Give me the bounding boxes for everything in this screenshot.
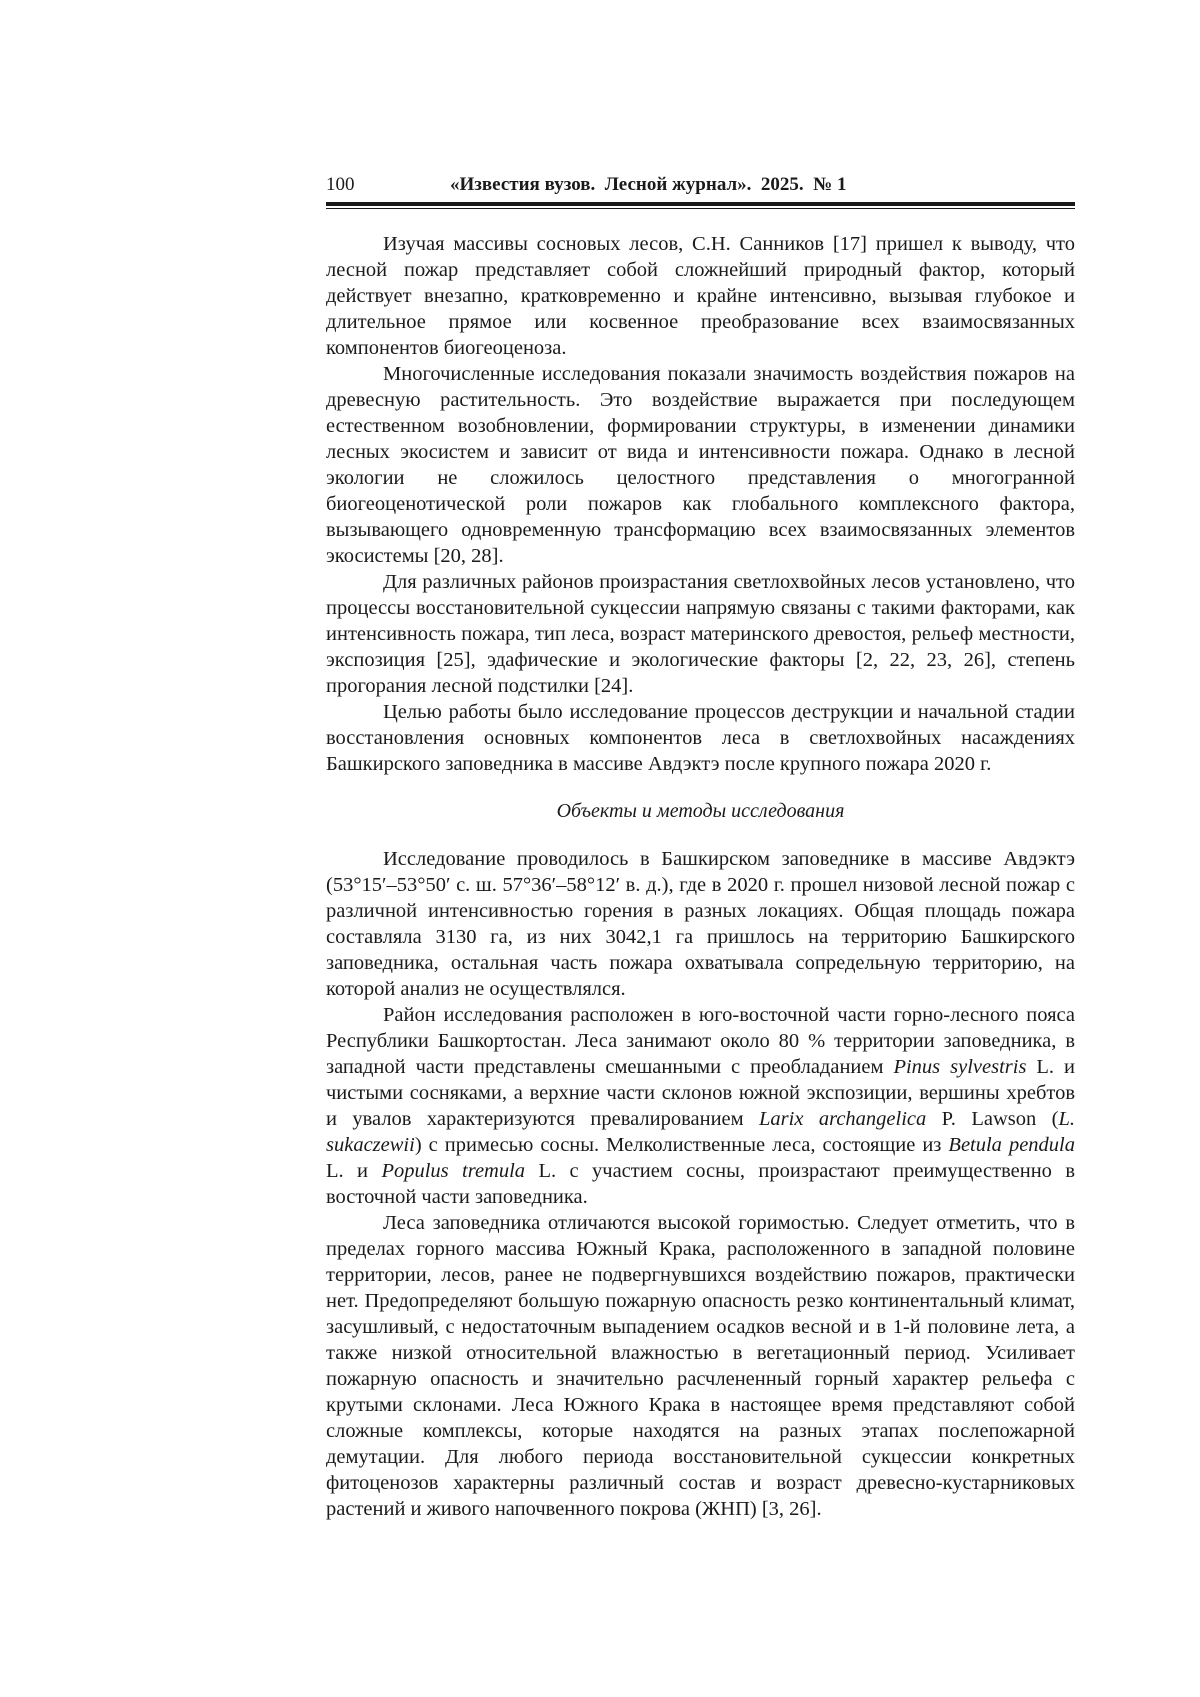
paragraph: Исследование проводилось в Башкирском заповеднике в массиве Авдэктэ (53°15′–53°50′ с. ш. 57°36′–58°12′ в. д.), где в 2020 г. прошел низовой лесной пожар с различной интенсивностью горения в разных локациях. Общая площадь пожара составляла 3130 га, из них 3042,1 га пришлось на территорию Башкирского заповедника, остальная часть пожара охватывала сопредельную территорию, на которой анализ не осуществлялся.: [326, 846, 1075, 1002]
text-run: P. Lawson (: [926, 1108, 1058, 1130]
section-heading: Объекты и методы исследования: [326, 798, 1075, 824]
paragraph: Многочисленные исследования показали значимость воздействия пожаров на древесную растительность. Это воздействие выражается при последующем естественном возобновлении, формировании структуры, в изменении динамики лесных экосистем и зависит от вида и интенсивности пожара. Однако в лесной экологии не сложилось целостного представления о многогранной биогеоценотической роли пожаров как глобального комплексного фактора, вызывающего одновременную трансформацию всех взаимосвязанных элементов экосистемы [20, 28].: [326, 361, 1075, 569]
text-run: L. с участием сосны, произрастают преимущественно в восточной части заповедника.: [326, 1160, 1075, 1208]
species-name: Pinus sylvestris: [893, 1056, 1026, 1078]
paragraph-with-species: [326, 1002, 1075, 1210]
species-name: L. sukaczewii: [326, 1108, 1075, 1156]
header-rule: [326, 202, 1075, 209]
text-run: Район исследования расположен в юго-восточной части горно-лесного пояса Республики Башкортостан. Леса занимают около 80 % территории заповедника, в западной части представлены смешанными с преобладанием: [326, 1004, 1075, 1078]
page-number: 100: [326, 174, 355, 196]
journal-title: «Известия вузов. Лесной журнал». 2025. № 1: [450, 174, 847, 196]
text-run: L. и чистыми сосняками, а верхние части склонов южной экспозиции, вершины хребтов и увалов характеризуются превалированием: [326, 1056, 1075, 1130]
paragraph: Леса заповедника отличаются высокой горимостью. Следует отметить, что в пределах горного массива Южный Крака, расположенного в западной половине территории, лесов, ранее не подвергнувшихся воздействию пожаров, практически нет. Предопределяют большую пожарную опасность резко континентальный климат, засушливый, с недостаточным выпадением осадков весной и в 1-й половине лета, а также низкой относительной влажностью в вегетационный период. Усиливает пожарную опасность и значительно расчлененный горный характер рельефа с крутыми склонами. Леса Южного Крака в настоящее время представляют собой сложные комплексы, которые находятся на разных этапах послепожарной демутации. Для любого периода восстановительной сукцессии конкретных фитоценозов характерны различный состав и возраст древесно-кустарниковых растений и живого напочвенного покрова (ЖНП) [3, 26].: [326, 1210, 1075, 1522]
page: [326, 170, 1075, 1522]
running-head: [326, 170, 1075, 198]
species-name: Betula pendula: [948, 1134, 1075, 1156]
species-name: Larix archangelica: [759, 1108, 926, 1130]
species-name: Populus tremula: [381, 1160, 525, 1182]
article-body: [326, 231, 1075, 1522]
paragraph: Изучая массивы сосновых лесов, С.Н. Санников [17] пришел к выводу, что лесной пожар представляет собой сложнейший природный фактор, который действует внезапно, кратковременно и крайне интенсивно, вызывая глубокое и длительное прямое или косвенное преобразование всех взаимосвязанных компонентов биогеоценоза.: [326, 231, 1075, 361]
paragraph: Для различных районов произрастания светлохвойных лесов установлено, что процессы восстановительной сукцессии напрямую связаны с такими факторами, как интенсивность пожара, тип леса, возраст материнского древостоя, рельеф местности, экспозиция [25], эдафические и экологические факторы [2, 22, 23, 26], степень прогорания лесной подстилки [24].: [326, 569, 1075, 699]
text-run: L. и: [326, 1160, 381, 1182]
text-run: ) с примесью сосны. Мелколиственные леса, состоящие из: [415, 1134, 949, 1156]
paragraph: Целью работы было исследование процессов деструкции и начальной стадии восстановления основных компонентов леса в светлохвойных насаждениях Башкирского заповедника в массиве Авдэктэ после крупного пожара 2020 г.: [326, 699, 1075, 777]
